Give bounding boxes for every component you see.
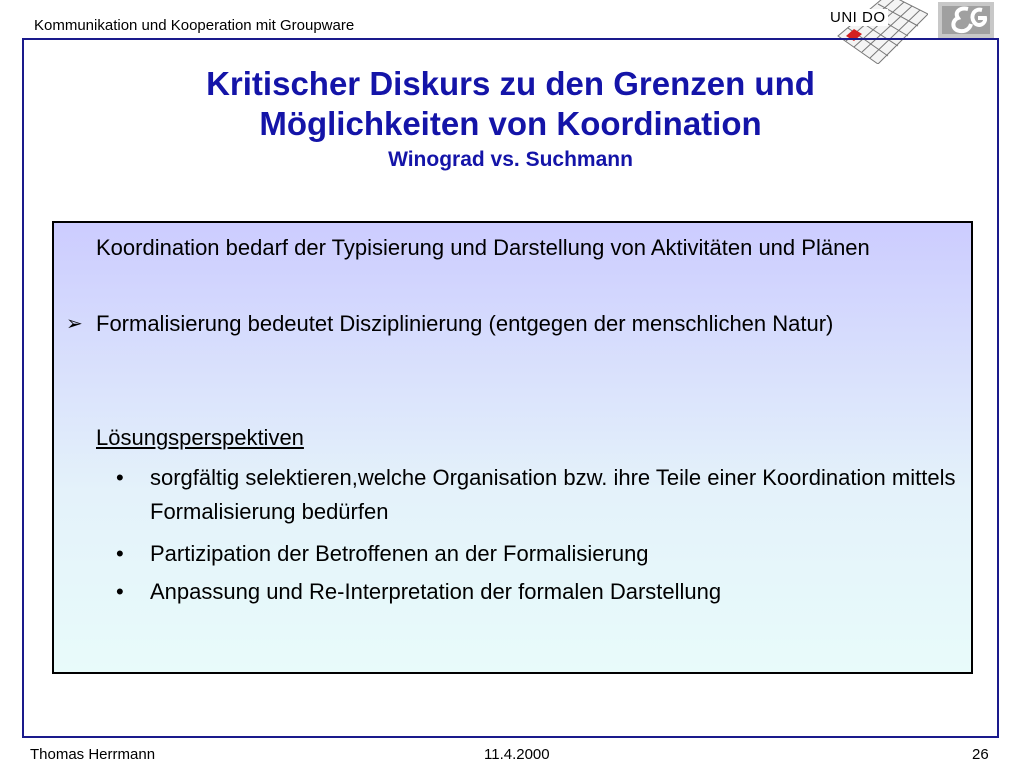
arrow-list-item xyxy=(66,307,957,341)
title-line-1: Kritischer Diskurs zu den Grenzen und xyxy=(206,65,815,102)
bullet-dot-icon: • xyxy=(116,465,124,490)
ig-logo-icon xyxy=(938,2,994,38)
intro-paragraph: Koordination bedarf der Typisierung und Darstellung von Aktivitäten und Plänen xyxy=(96,235,870,260)
bullet-dot-icon: • xyxy=(116,541,124,566)
footer-date: 11.4.2000 xyxy=(484,746,550,763)
slide-subtitle: Winograd vs. Suchmann xyxy=(388,148,633,171)
arrow-bullet-icon: ➢ xyxy=(66,313,83,335)
bullet-text: Anpassung und Re-Interpretation der formalen Darstellung xyxy=(150,579,722,604)
content-box xyxy=(52,221,973,674)
footer-author: Thomas Herrmann xyxy=(30,746,156,763)
title-line-2: Möglichkeiten von Koordination xyxy=(259,105,762,142)
bullet-text: Partizipation der Betroffenen an der Formalisierung xyxy=(150,541,649,566)
arrow-item-text: Formalisierung bedeutet Disziplinierung (entgegen der menschlichen Natur) xyxy=(96,311,834,336)
bullet-list-item xyxy=(116,537,957,571)
bullet-list-item xyxy=(116,575,957,609)
header-course-title: Kommunikation und Kooperation mit Groupware xyxy=(34,17,355,34)
section-heading: Lösungsperspektiven xyxy=(96,425,304,450)
bullet-list-item xyxy=(116,461,957,529)
bullet-text: sorgfältig selektieren,welche Organisation bzw. ihre Teile einer Koordination mittels Formalisierung bedürfen xyxy=(150,465,956,524)
footer-page-number: 26 xyxy=(972,746,989,763)
slide-title xyxy=(22,64,999,173)
bullet-dot-icon: • xyxy=(116,579,124,604)
uni-do-logo-text: UNI DO xyxy=(830,9,886,26)
